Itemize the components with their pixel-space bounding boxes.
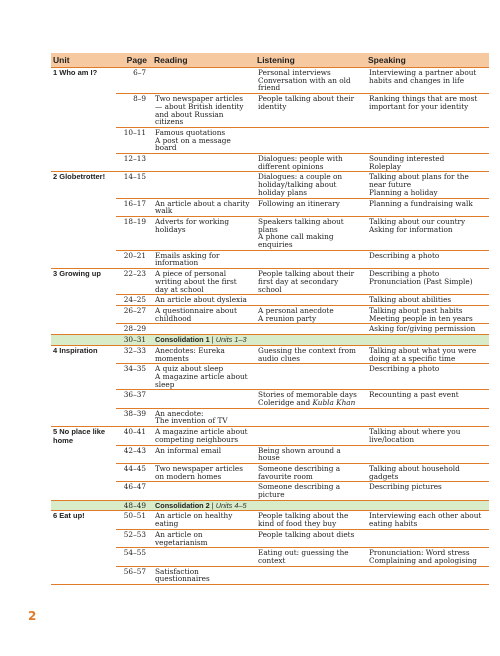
speaking-cell: Talking about what you were doing at a specific time xyxy=(366,345,489,363)
table-row xyxy=(51,482,489,500)
page-cell: 12–13 xyxy=(116,154,152,172)
speaking-cell: Talking about abilities xyxy=(366,295,489,306)
consolidation-title: Consolidation 1 xyxy=(155,335,210,345)
speaking-cell: Describing a photo xyxy=(366,364,489,390)
consolidation-row xyxy=(51,335,489,346)
listening-cell xyxy=(255,364,366,390)
page-cell: 34–35 xyxy=(116,364,152,390)
listening-cell xyxy=(255,566,366,584)
page-cell: 32–33 xyxy=(116,345,152,363)
reading-cell: An article about dyslexia xyxy=(152,295,255,306)
listening-cell: Stories of memorable days Coleridge and Kubla Khan xyxy=(255,390,366,408)
speaking-cell: Talking about plans for the near future Planning a holiday xyxy=(366,172,489,198)
page-cell: 18–19 xyxy=(116,216,152,250)
page-cell: 10–11 xyxy=(116,127,152,153)
unit-title: 4 Inspiration xyxy=(51,345,116,426)
table-row xyxy=(51,408,489,426)
page-cell: 44–45 xyxy=(116,463,152,481)
speaking-cell: Interviewing a partner about habits and changes in life xyxy=(366,68,489,94)
speaking-cell xyxy=(366,127,489,153)
listening-cell: Being shown around a house xyxy=(255,445,366,463)
table-row xyxy=(51,427,489,445)
table-header xyxy=(51,53,489,68)
listening-cell: People talking about diets xyxy=(255,529,366,547)
reading-cell xyxy=(152,154,255,172)
table-row xyxy=(51,463,489,481)
listening-cell: Guessing the context from audio clues xyxy=(255,345,366,363)
table-row xyxy=(51,269,489,295)
listening-cell: Someone describing a picture xyxy=(255,482,366,500)
page-cell: 16–17 xyxy=(116,198,152,216)
header-page: Page xyxy=(116,53,152,68)
unit-cell-empty xyxy=(51,335,116,346)
page-cell: 24–25 xyxy=(116,295,152,306)
reading-cell: A quiz about sleep A magazine article about sleep xyxy=(152,364,255,390)
reading-cell: Famous quotations A post on a message board xyxy=(152,127,255,153)
table-row xyxy=(51,295,489,306)
poem-title: Kubla Khan xyxy=(312,398,356,408)
table-row xyxy=(51,127,489,153)
listening-cell: People talking about the kind of food they buy xyxy=(255,511,366,529)
table-row xyxy=(51,198,489,216)
table-row xyxy=(51,529,489,547)
header-speaking: Speaking xyxy=(366,53,489,68)
table-row xyxy=(51,345,489,363)
page-cell: 28–29 xyxy=(116,324,152,335)
table-row xyxy=(51,390,489,408)
page-cell: 30–31 xyxy=(116,335,152,346)
reading-cell: An anecdote: The invention of TV xyxy=(152,408,255,426)
table-row xyxy=(51,68,489,94)
unit-title: 3 Growing up xyxy=(51,269,116,335)
page-cell: 36–37 xyxy=(116,390,152,408)
reading-cell: A magazine article about competing neighbours xyxy=(152,427,255,445)
speaking-cell xyxy=(366,566,489,584)
reading-cell xyxy=(152,482,255,500)
listening-cell xyxy=(255,250,366,268)
speaking-cell xyxy=(366,445,489,463)
listening-cell xyxy=(255,408,366,426)
page-cell: 46–47 xyxy=(116,482,152,500)
speaking-cell: Asking for/giving permission xyxy=(366,324,489,335)
consolidation-label-cell xyxy=(152,500,489,511)
header-unit: Unit xyxy=(51,53,116,68)
speaking-cell xyxy=(366,529,489,547)
speaking-cell: Describing a photo xyxy=(366,250,489,268)
reading-cell: An article on healthy eating xyxy=(152,511,255,529)
listening-cell: Personal interviews Conversation with an old friend xyxy=(255,68,366,94)
speaking-cell xyxy=(366,408,489,426)
reading-cell: A questionnaire about childhood xyxy=(152,305,255,323)
reading-cell: Emails asking for information xyxy=(152,250,255,268)
page-cell: 50–51 xyxy=(116,511,152,529)
page-cell: 6–7 xyxy=(116,68,152,94)
reading-cell xyxy=(152,390,255,408)
table-row xyxy=(51,305,489,323)
page-cell: 48–49 xyxy=(116,500,152,511)
consolidation-title: Consolidation 2 xyxy=(155,500,210,510)
table-row xyxy=(51,511,489,529)
consolidation-row xyxy=(51,500,489,511)
table-row xyxy=(51,445,489,463)
reading-cell: Anecdotes: Eureka moments xyxy=(152,345,255,363)
speaking-cell: Talking about where you live/location xyxy=(366,427,489,445)
page-number: 2 xyxy=(28,609,37,623)
page-cell: 56–57 xyxy=(116,566,152,584)
page-cell: 38–39 xyxy=(116,408,152,426)
table-row xyxy=(51,250,489,268)
consolidation-units: Units 4–5 xyxy=(215,500,247,510)
unit-title: 1 Who am I? xyxy=(51,68,116,172)
unit-title: 5 No place like home xyxy=(51,427,116,501)
speaking-cell: Talking about our country Asking for information xyxy=(366,216,489,250)
table-row xyxy=(51,566,489,584)
page-cell: 52–53 xyxy=(116,529,152,547)
table-row xyxy=(51,324,489,335)
header-reading: Reading xyxy=(152,53,255,68)
consolidation-units: Units 1–3 xyxy=(215,335,247,345)
reading-cell xyxy=(152,172,255,198)
reading-cell: Two newspaper articles on modern homes xyxy=(152,463,255,481)
contents-table xyxy=(51,53,489,585)
unit-title: 6 Eat up! xyxy=(51,511,116,585)
listening-cell: Following an itinerary xyxy=(255,198,366,216)
speaking-cell: Ranking things that are most important for your identity xyxy=(366,94,489,128)
page-cell: 40–41 xyxy=(116,427,152,445)
reading-cell: Adverts for working holidays xyxy=(152,216,255,250)
reading-cell: A piece of personal writing about the first day at school xyxy=(152,269,255,295)
reading-cell: Satisfaction questionnaires xyxy=(152,566,255,584)
speaking-cell: Talking about household gadgets xyxy=(366,463,489,481)
page-cell: 14–15 xyxy=(116,172,152,198)
page-cell: 22–23 xyxy=(116,269,152,295)
speaking-cell: Pronunciation: Word stress Complaining and apologising xyxy=(366,548,489,566)
listening-cell: Dialogues: a couple on holiday/talking about holiday plans xyxy=(255,172,366,198)
listening-cell: Someone describing a favourite room xyxy=(255,463,366,481)
table-row xyxy=(51,172,489,198)
consolidation-label-cell xyxy=(152,335,489,346)
listening-cell: A personal anecdote A reunion party xyxy=(255,305,366,323)
header-listening: Listening xyxy=(255,53,366,68)
listening-cell xyxy=(255,324,366,335)
table-row xyxy=(51,364,489,390)
reading-cell: An informal email xyxy=(152,445,255,463)
page-cell: 42–43 xyxy=(116,445,152,463)
page-cell: 54–55 xyxy=(116,548,152,566)
page-cell: 20–21 xyxy=(116,250,152,268)
listening-cell: People talking about their identity xyxy=(255,94,366,128)
reading-cell xyxy=(152,68,255,94)
table-row xyxy=(51,94,489,128)
speaking-cell: Recounting a past event xyxy=(366,390,489,408)
unit-title: 2 Globetrotter! xyxy=(51,172,116,269)
listening-cell xyxy=(255,127,366,153)
listening-cell: Dialogues: people with different opinions xyxy=(255,154,366,172)
speaking-cell: Sounding interested Roleplay xyxy=(366,154,489,172)
consolidation-separator: | xyxy=(209,500,216,510)
speaking-cell: Describing a photo Pronunciation (Past Simple) xyxy=(366,269,489,295)
speaking-cell: Interviewing each other about eating habits xyxy=(366,511,489,529)
listening-cell xyxy=(255,427,366,445)
unit-cell-empty xyxy=(51,500,116,511)
page-cell: 8–9 xyxy=(116,94,152,128)
speaking-cell: Talking about past habits Meeting people in ten years xyxy=(366,305,489,323)
listening-cell: Speakers talking about plans A phone call making enquiries xyxy=(255,216,366,250)
table-row xyxy=(51,154,489,172)
table-body xyxy=(51,68,489,585)
speaking-cell: Describing pictures xyxy=(366,482,489,500)
table-row xyxy=(51,216,489,250)
table-row xyxy=(51,548,489,566)
reading-cell: An article about a charity walk xyxy=(152,198,255,216)
consolidation-separator: | xyxy=(209,335,216,345)
page-cell: 26–27 xyxy=(116,305,152,323)
listening-cell: People talking about their first day at secondary school xyxy=(255,269,366,295)
reading-cell: Two newspaper articles — about British identity and about Russian citizens xyxy=(152,94,255,128)
reading-cell xyxy=(152,548,255,566)
listening-cell xyxy=(255,295,366,306)
listening-cell: Eating out: guessing the context xyxy=(255,548,366,566)
reading-cell xyxy=(152,324,255,335)
speaking-cell: Planning a fundraising walk xyxy=(366,198,489,216)
reading-cell: An article on vegetarianism xyxy=(152,529,255,547)
